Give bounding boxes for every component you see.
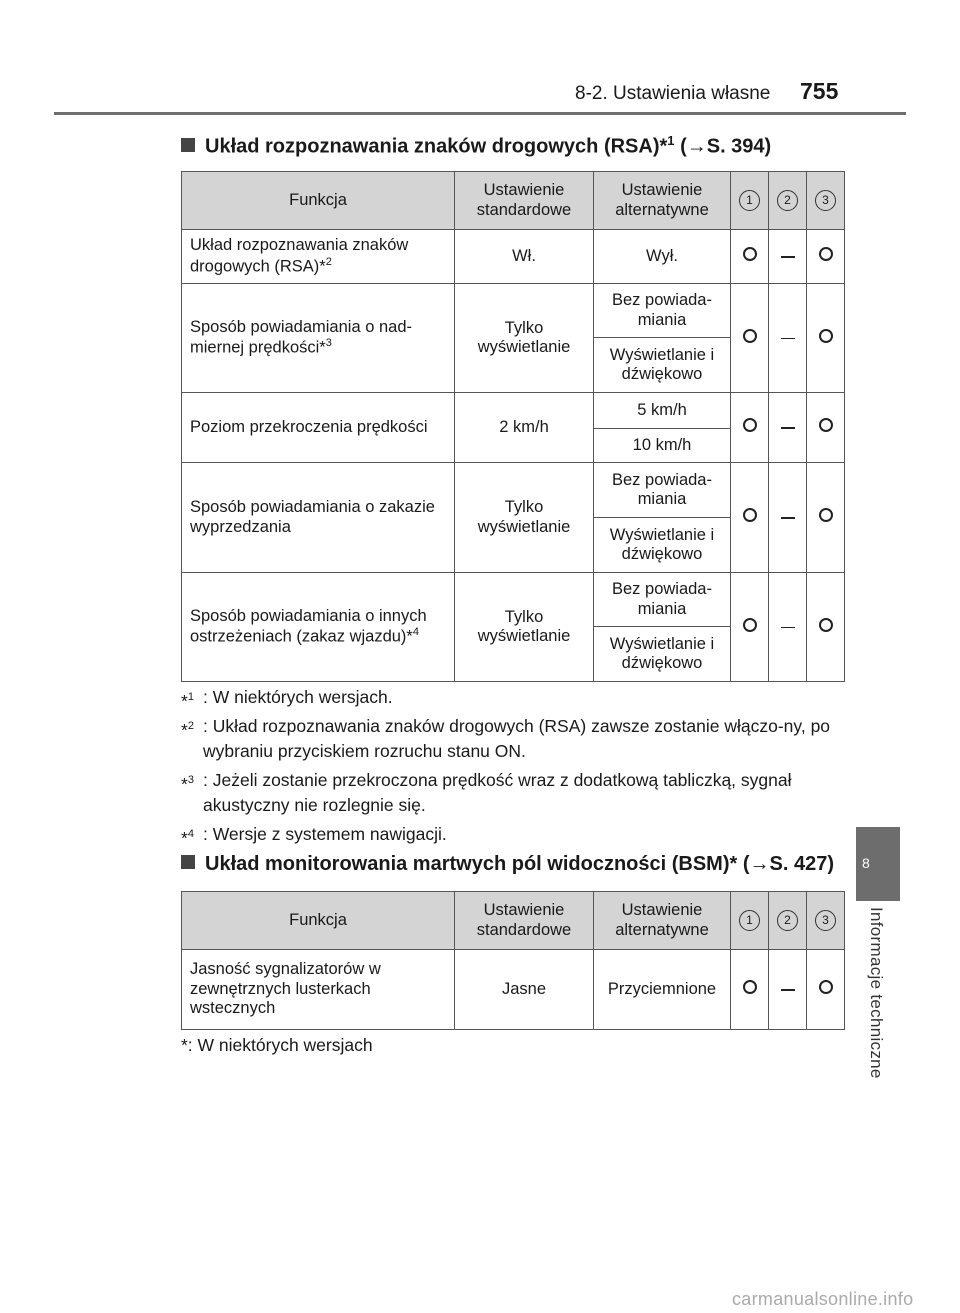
row-function: Układ rozpoznawania znaków drogowych (RSA)*$^2$ bbox=[182, 230, 455, 284]
col2-dash-icon bbox=[769, 284, 807, 393]
circled-3-icon: 3 bbox=[815, 910, 836, 931]
col1-ring-icon bbox=[731, 573, 769, 682]
page-header bbox=[0, 0, 960, 115]
table-header-row bbox=[182, 892, 845, 950]
header-function: Funkcja bbox=[182, 892, 455, 950]
rsa-settings-table bbox=[181, 171, 845, 682]
col3-ring-icon bbox=[807, 284, 845, 393]
row-alternative: Wyświetlanie i dźwiękowo bbox=[594, 627, 731, 682]
header-col1 bbox=[731, 892, 769, 950]
col2-dash-icon bbox=[769, 950, 807, 1030]
section1-heading: Układ rozpoznawania znaków drogowych (RSA)*$^1$ (→S. 394) bbox=[181, 133, 771, 159]
row-default: 2 km/h bbox=[455, 393, 594, 463]
chapter-label: Informacje techniczne bbox=[867, 907, 886, 1079]
col2-dash-icon bbox=[769, 393, 807, 463]
header-col2 bbox=[769, 892, 807, 950]
col1-ring-icon bbox=[731, 230, 769, 284]
col2-dash-icon bbox=[769, 463, 807, 573]
row-function: Poziom przekroczenia prędkości bbox=[182, 393, 455, 463]
row-default: Tylko wyświetlanie bbox=[455, 573, 594, 682]
square-bullet-icon bbox=[181, 855, 195, 869]
footnote: *$^4$ : Wersje z systemem nawigacji. bbox=[181, 824, 447, 848]
footnote: *$^2$ : Układ rozpoznawania znaków drogowych (RSA) zawsze zostanie włączo-ny, po wybraniu przyciskiem rozruchu stanu ON. bbox=[181, 716, 831, 761]
row-alternative: 10 km/h bbox=[594, 429, 731, 463]
col3-ring-icon bbox=[807, 463, 845, 573]
footnote: *$^3$ : Jeżeli zostanie przekroczona prędkość wraz z dodatkową tabliczką, sygnał akustyczny nie rozlegnie się. bbox=[181, 770, 792, 815]
header-col3 bbox=[807, 172, 845, 230]
row-default: Tylko wyświetlanie bbox=[455, 284, 594, 393]
table-row bbox=[182, 463, 845, 518]
bsm-settings-table bbox=[181, 891, 845, 1030]
footnote: *$^1$ : W niektórych wersjach. bbox=[181, 687, 393, 711]
table-row bbox=[182, 230, 845, 284]
circled-1-icon: 1 bbox=[739, 190, 760, 211]
col3-ring-icon bbox=[807, 573, 845, 682]
header-col2 bbox=[769, 172, 807, 230]
circled-1-icon: 1 bbox=[739, 910, 760, 931]
row-default: Tylko wyświetlanie bbox=[455, 463, 594, 573]
table-row bbox=[182, 393, 845, 429]
table-header-row bbox=[182, 172, 845, 230]
header-default: Ustawienie standardowe bbox=[455, 172, 594, 230]
chapter-number: 8 bbox=[862, 855, 870, 871]
circled-2-icon: 2 bbox=[777, 190, 798, 211]
row-alternative: Bez powiada-miania bbox=[594, 463, 731, 518]
row-function: Sposób powiadamiania o innych ostrzeżeniach (zakaz wjazdu)*$^4$ bbox=[182, 573, 455, 682]
header-rule bbox=[54, 112, 906, 115]
table-row bbox=[182, 284, 845, 338]
table-row bbox=[182, 950, 845, 1030]
square-bullet-icon bbox=[181, 138, 195, 152]
section2-footnote: *: W niektórych wersjach bbox=[181, 1035, 373, 1055]
header-col1 bbox=[731, 172, 769, 230]
circled-3-icon: 3 bbox=[815, 190, 836, 211]
header-default: Ustawienie standardowe bbox=[455, 892, 594, 950]
col1-ring-icon bbox=[731, 950, 769, 1030]
table-row bbox=[182, 573, 845, 627]
col3-ring-icon bbox=[807, 230, 845, 284]
col1-ring-icon bbox=[731, 393, 769, 463]
col2-dash-icon bbox=[769, 573, 807, 682]
row-default: Jasne bbox=[455, 950, 594, 1030]
row-function: Sposób powiadamiania o nad-miernej prędkości*$^3$ bbox=[182, 284, 455, 393]
page-number: 755 bbox=[800, 78, 839, 104]
header-alternative: Ustawienie alternatywne bbox=[594, 172, 731, 230]
row-alternative: Bez powiada-miania bbox=[594, 573, 731, 627]
row-alternative: 5 km/h bbox=[594, 393, 731, 429]
row-function: Sposób powiadamiania o zakazie wyprzedzania bbox=[182, 463, 455, 573]
row-alternative: Wył. bbox=[594, 230, 731, 284]
header-function: Funkcja bbox=[182, 172, 455, 230]
col2-dash-icon bbox=[769, 230, 807, 284]
col3-ring-icon bbox=[807, 393, 845, 463]
section2-heading: Układ monitorowania martwych pól widoczności (BSM)* (→S. 427) bbox=[181, 853, 834, 876]
circled-2-icon: 2 bbox=[777, 910, 798, 931]
row-alternative: Przyciemnione bbox=[594, 950, 731, 1030]
header-col3 bbox=[807, 892, 845, 950]
watermark: carmanualsonline.info bbox=[732, 1289, 914, 1309]
row-function: Jasność sygnalizatorów w zewnętrznych lusterkach wstecznych bbox=[182, 950, 455, 1030]
row-alternative: Wyświetlanie i dźwiękowo bbox=[594, 518, 731, 573]
col1-ring-icon bbox=[731, 463, 769, 573]
row-default: Wł. bbox=[455, 230, 594, 284]
col3-ring-icon bbox=[807, 950, 845, 1030]
col1-ring-icon bbox=[731, 284, 769, 393]
row-alternative: Bez powiada-miania bbox=[594, 284, 731, 338]
section-title: 8-2. Ustawienia własne bbox=[575, 83, 771, 104]
row-alternative: Wyświetlanie i dźwiękowo bbox=[594, 338, 731, 393]
header-alternative: Ustawienie alternatywne bbox=[594, 892, 731, 950]
chapter-tab bbox=[856, 827, 900, 901]
section1-footnotes bbox=[181, 685, 841, 851]
